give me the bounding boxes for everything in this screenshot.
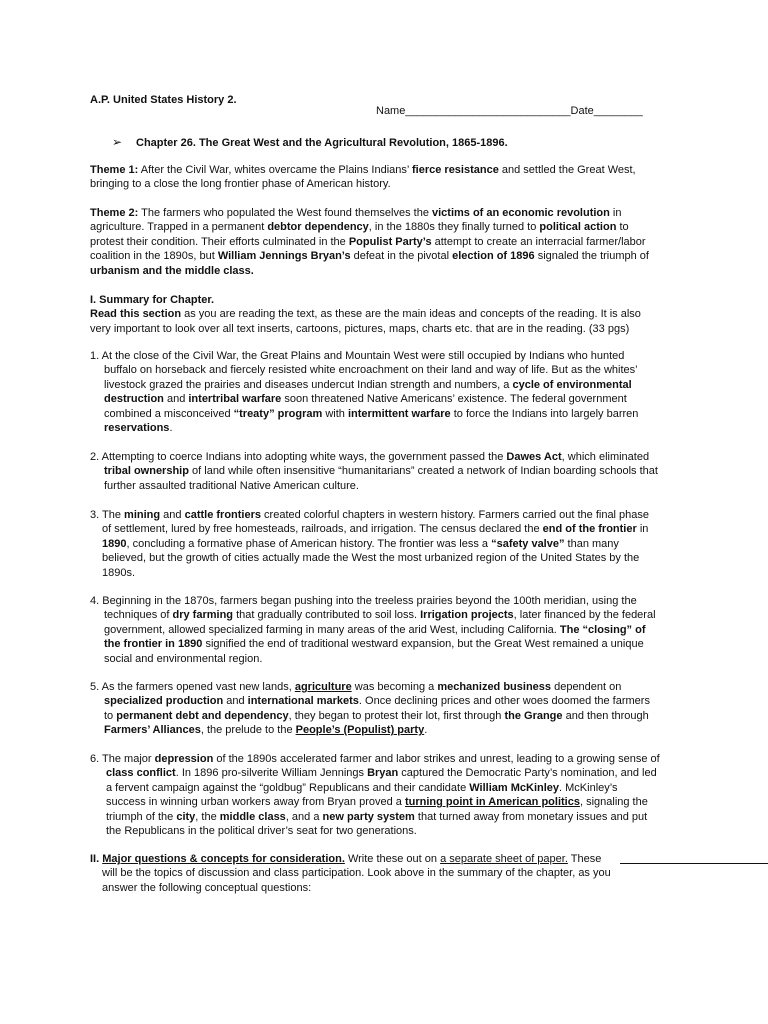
text: , later financed by the federal [513, 609, 656, 622]
text: than many [564, 537, 619, 550]
theme-1 [90, 163, 750, 192]
emph: William McKinley [469, 781, 560, 794]
section-2-number: II. [90, 853, 103, 865]
text-line: answer the following conceptual questions: [102, 881, 312, 894]
text-line: buffalo on horseback and fiercely resisted white encroachment on their land and way of life. But as the whites’ [104, 364, 638, 377]
text: and [160, 509, 185, 521]
date-blank: ________ [593, 105, 643, 117]
emph-underlined: People’s (Populist) party [295, 724, 425, 737]
name-date-line [376, 104, 643, 118]
text: a fervent campaign against the “goldbug” Republicans and their candidate [106, 781, 470, 794]
text: to [104, 709, 117, 722]
emph: Bryan [367, 767, 399, 780]
text: . [424, 724, 428, 737]
theme-2-label: Theme 2: [90, 207, 139, 219]
theme-1-emph: fierce resistance [412, 164, 499, 176]
text: , and a [285, 810, 323, 823]
text-line: 1890s. [102, 566, 136, 579]
text: , signaling the [579, 796, 648, 809]
text: . In 1896 pro-silverite William Jennings [175, 767, 368, 780]
text-line: 4. Beginning in the 1870s, farmers began pushing into the treeless prairies beyond the 100th meridian, using the [90, 595, 637, 607]
emph: middle class [219, 810, 286, 823]
text: coalition in the 1890s, but [90, 250, 218, 263]
emph: dry farming [172, 609, 234, 622]
emph: The “closing” of [559, 623, 646, 636]
text: , they began to protest their lot, first through [288, 709, 505, 722]
text: success in winning urban workers away from Bryan proved a [106, 796, 405, 809]
emph: mining [124, 509, 161, 521]
text: 5. As the farmers opened vast new lands, [90, 681, 295, 693]
theme-2 [90, 206, 750, 278]
chapter-title: Chapter 26. The Great West and the Agricultural Revolution, 1865-1896. [136, 137, 508, 149]
text: in [636, 523, 649, 536]
text: that gradually contributed to soil loss. [233, 609, 421, 622]
text: of land while often insensitive “humanitarians” created a network of Indian boarding schools that [188, 465, 658, 478]
text-line: social and environmental region. [104, 652, 263, 665]
text: and [223, 695, 248, 708]
emph: new party system [322, 810, 415, 823]
course-title: A.P. United States History 2. [90, 94, 237, 106]
text: signified the end of traditional westward expansion, but the Great West remained a unique [202, 638, 644, 651]
text: . [169, 422, 173, 435]
text-line: will be the topics of discussion and class participation. Look above in the summary of the chapter, as you [102, 867, 611, 880]
emph: mechanized business [437, 681, 552, 693]
theme-1-label: Theme 1: [90, 164, 139, 176]
text: in [609, 207, 622, 219]
emph: depression [154, 753, 214, 765]
summary-point-2 [90, 450, 750, 493]
emph: destruction [104, 393, 164, 406]
text: was becoming a [351, 681, 438, 693]
text: defeat in the pivotal [350, 250, 453, 263]
text: attempt to create an interracial farmer/labor [431, 235, 646, 248]
text-line: the Republicans in the political driver’s seat for two generations. [106, 825, 417, 838]
text: signaled the triumph of [534, 250, 649, 263]
emph-underlined: agriculture [294, 681, 352, 693]
arrow-bullet-icon: ➢ [112, 135, 123, 149]
emph: class conflict [106, 767, 176, 780]
emph: debtor dependency [267, 221, 369, 234]
text-line: very important to look over all text inserts, cartoons, pictures, maps, charts etc. that are in the reading. (33 pgs) [90, 322, 630, 335]
name-blank: ___________________________ [405, 105, 571, 117]
text: livestock grazed the prairies and diseases undercut Indian strength and numbers, a [104, 378, 513, 391]
text-line: further assaulted traditional Native American culture. [104, 479, 359, 492]
emph: 1890 [102, 537, 127, 550]
text: , concluding a formative phase of American history. The frontier was less a [126, 537, 492, 550]
text: , the prelude to the [200, 724, 296, 737]
text: dependent on [551, 681, 622, 693]
text-line: 1. At the close of the Civil War, the Great Plains and Mountain West were still occupied by Indians who hunted [90, 350, 625, 362]
section-2-heading: Major questions & concepts for consideration. [102, 853, 345, 865]
text: combined a misconceived [104, 407, 234, 420]
emph: the Grange [504, 709, 563, 722]
text: and then through [562, 709, 649, 722]
name-label: Name [376, 105, 406, 117]
text-line: believed, but the growth of cities actually made the West the most urbanized region of the United States by the [102, 552, 640, 565]
emph-underlined: turning point in American politics [404, 796, 580, 809]
text: , the [195, 810, 220, 823]
text: as you are reading the text, as these are the main ideas and concepts of the reading. It is also [181, 308, 641, 321]
emph: end of the frontier [542, 523, 637, 536]
text: created colorful chapters in western history. Farmers carried out the final phase [261, 509, 650, 521]
text: of the 1890s accelerated farmer and labor strikes and unrest, leading to a growing sense of [213, 753, 660, 765]
text: 2. Attempting to coerce Indians into adopting white ways, the government passed the [90, 451, 507, 463]
text: 6. The major [90, 753, 155, 765]
emph: William Jennings Bryan’s [217, 250, 351, 263]
theme-1-text: After the Civil War, whites overcame the Plains Indians’ [138, 164, 412, 176]
summary-point-5 [90, 680, 750, 738]
summary-point-1 [90, 349, 750, 435]
emph: “safety valve” [491, 537, 565, 550]
emph: tribal ownership [104, 465, 189, 478]
answer-rule-line [620, 863, 768, 864]
text: that turned away from monetary issues and put [414, 810, 648, 823]
text: and [163, 393, 189, 406]
emph: “treaty” program [233, 407, 323, 420]
summary-section [90, 293, 750, 336]
emph: intertribal warfare [188, 393, 282, 406]
emph: election of 1896 [452, 250, 535, 263]
text: . McKinley’s [559, 781, 618, 794]
emph: cycle of environmental [512, 378, 632, 391]
emph: Read this section [90, 308, 182, 321]
emph: Dawes Act [506, 451, 562, 463]
summary-point-4 [90, 594, 750, 666]
emph: reservations [104, 422, 170, 435]
emph: Irrigation projects [420, 609, 514, 622]
emph: permanent debt and dependency [116, 709, 289, 722]
theme-1-text: and settled the Great West, [498, 164, 636, 176]
emph: intermittent warfare [347, 407, 451, 420]
text: with [322, 407, 348, 420]
emph: victims of an economic revolution [432, 207, 610, 219]
emph: political action [539, 221, 617, 234]
text: These [567, 853, 602, 865]
emph: city [176, 810, 196, 823]
emph: cattle frontiers [184, 509, 261, 521]
text: 3. The [90, 509, 125, 521]
emph: Populist Party’s [348, 235, 432, 248]
summary-point-3 [90, 508, 750, 580]
text: , which eliminated [561, 451, 650, 463]
text: to force the Indians into largely barren [450, 407, 639, 420]
text: triumph of the [106, 810, 177, 823]
underlined-text: a separate sheet of paper. [440, 853, 568, 865]
text: , in the 1880s they finally turned to [368, 221, 540, 234]
date-label: Date [570, 105, 594, 117]
text: The farmers who populated the West found themselves the [138, 207, 432, 219]
summary-heading: I. Summary for Chapter. [90, 294, 215, 306]
emph: specialized production [104, 695, 224, 708]
text: Write these out on [344, 853, 441, 865]
text: agriculture. Trapped in a permanent [90, 221, 268, 234]
emph: international markets [247, 695, 359, 708]
summary-point-6 [90, 752, 750, 838]
text: government, allowed specialized farming in many areas of the arid West, including California. [104, 623, 560, 636]
text: to [616, 221, 629, 234]
emph: Farmers’ Alliances [104, 724, 201, 737]
text: techniques of [104, 609, 173, 622]
text: captured the Democratic Party’s nomination, and led [398, 767, 657, 780]
text: protest their condition. Their efforts culminated in the [90, 235, 349, 248]
theme-1-line: bringing to a close the long frontier phase of American history. [90, 178, 391, 191]
section-2 [90, 852, 750, 895]
text: of settlement, lured by free homesteads, railroads, and irrigation. The census declared the [102, 523, 543, 536]
emph-line: urbanism and the middle class. [90, 264, 254, 277]
text: . Once declining prices and other woes doomed the farmers [358, 695, 650, 708]
text: soon threatened Native Americans’ existence. The federal government [281, 393, 627, 406]
emph: the frontier in 1890 [104, 638, 203, 651]
